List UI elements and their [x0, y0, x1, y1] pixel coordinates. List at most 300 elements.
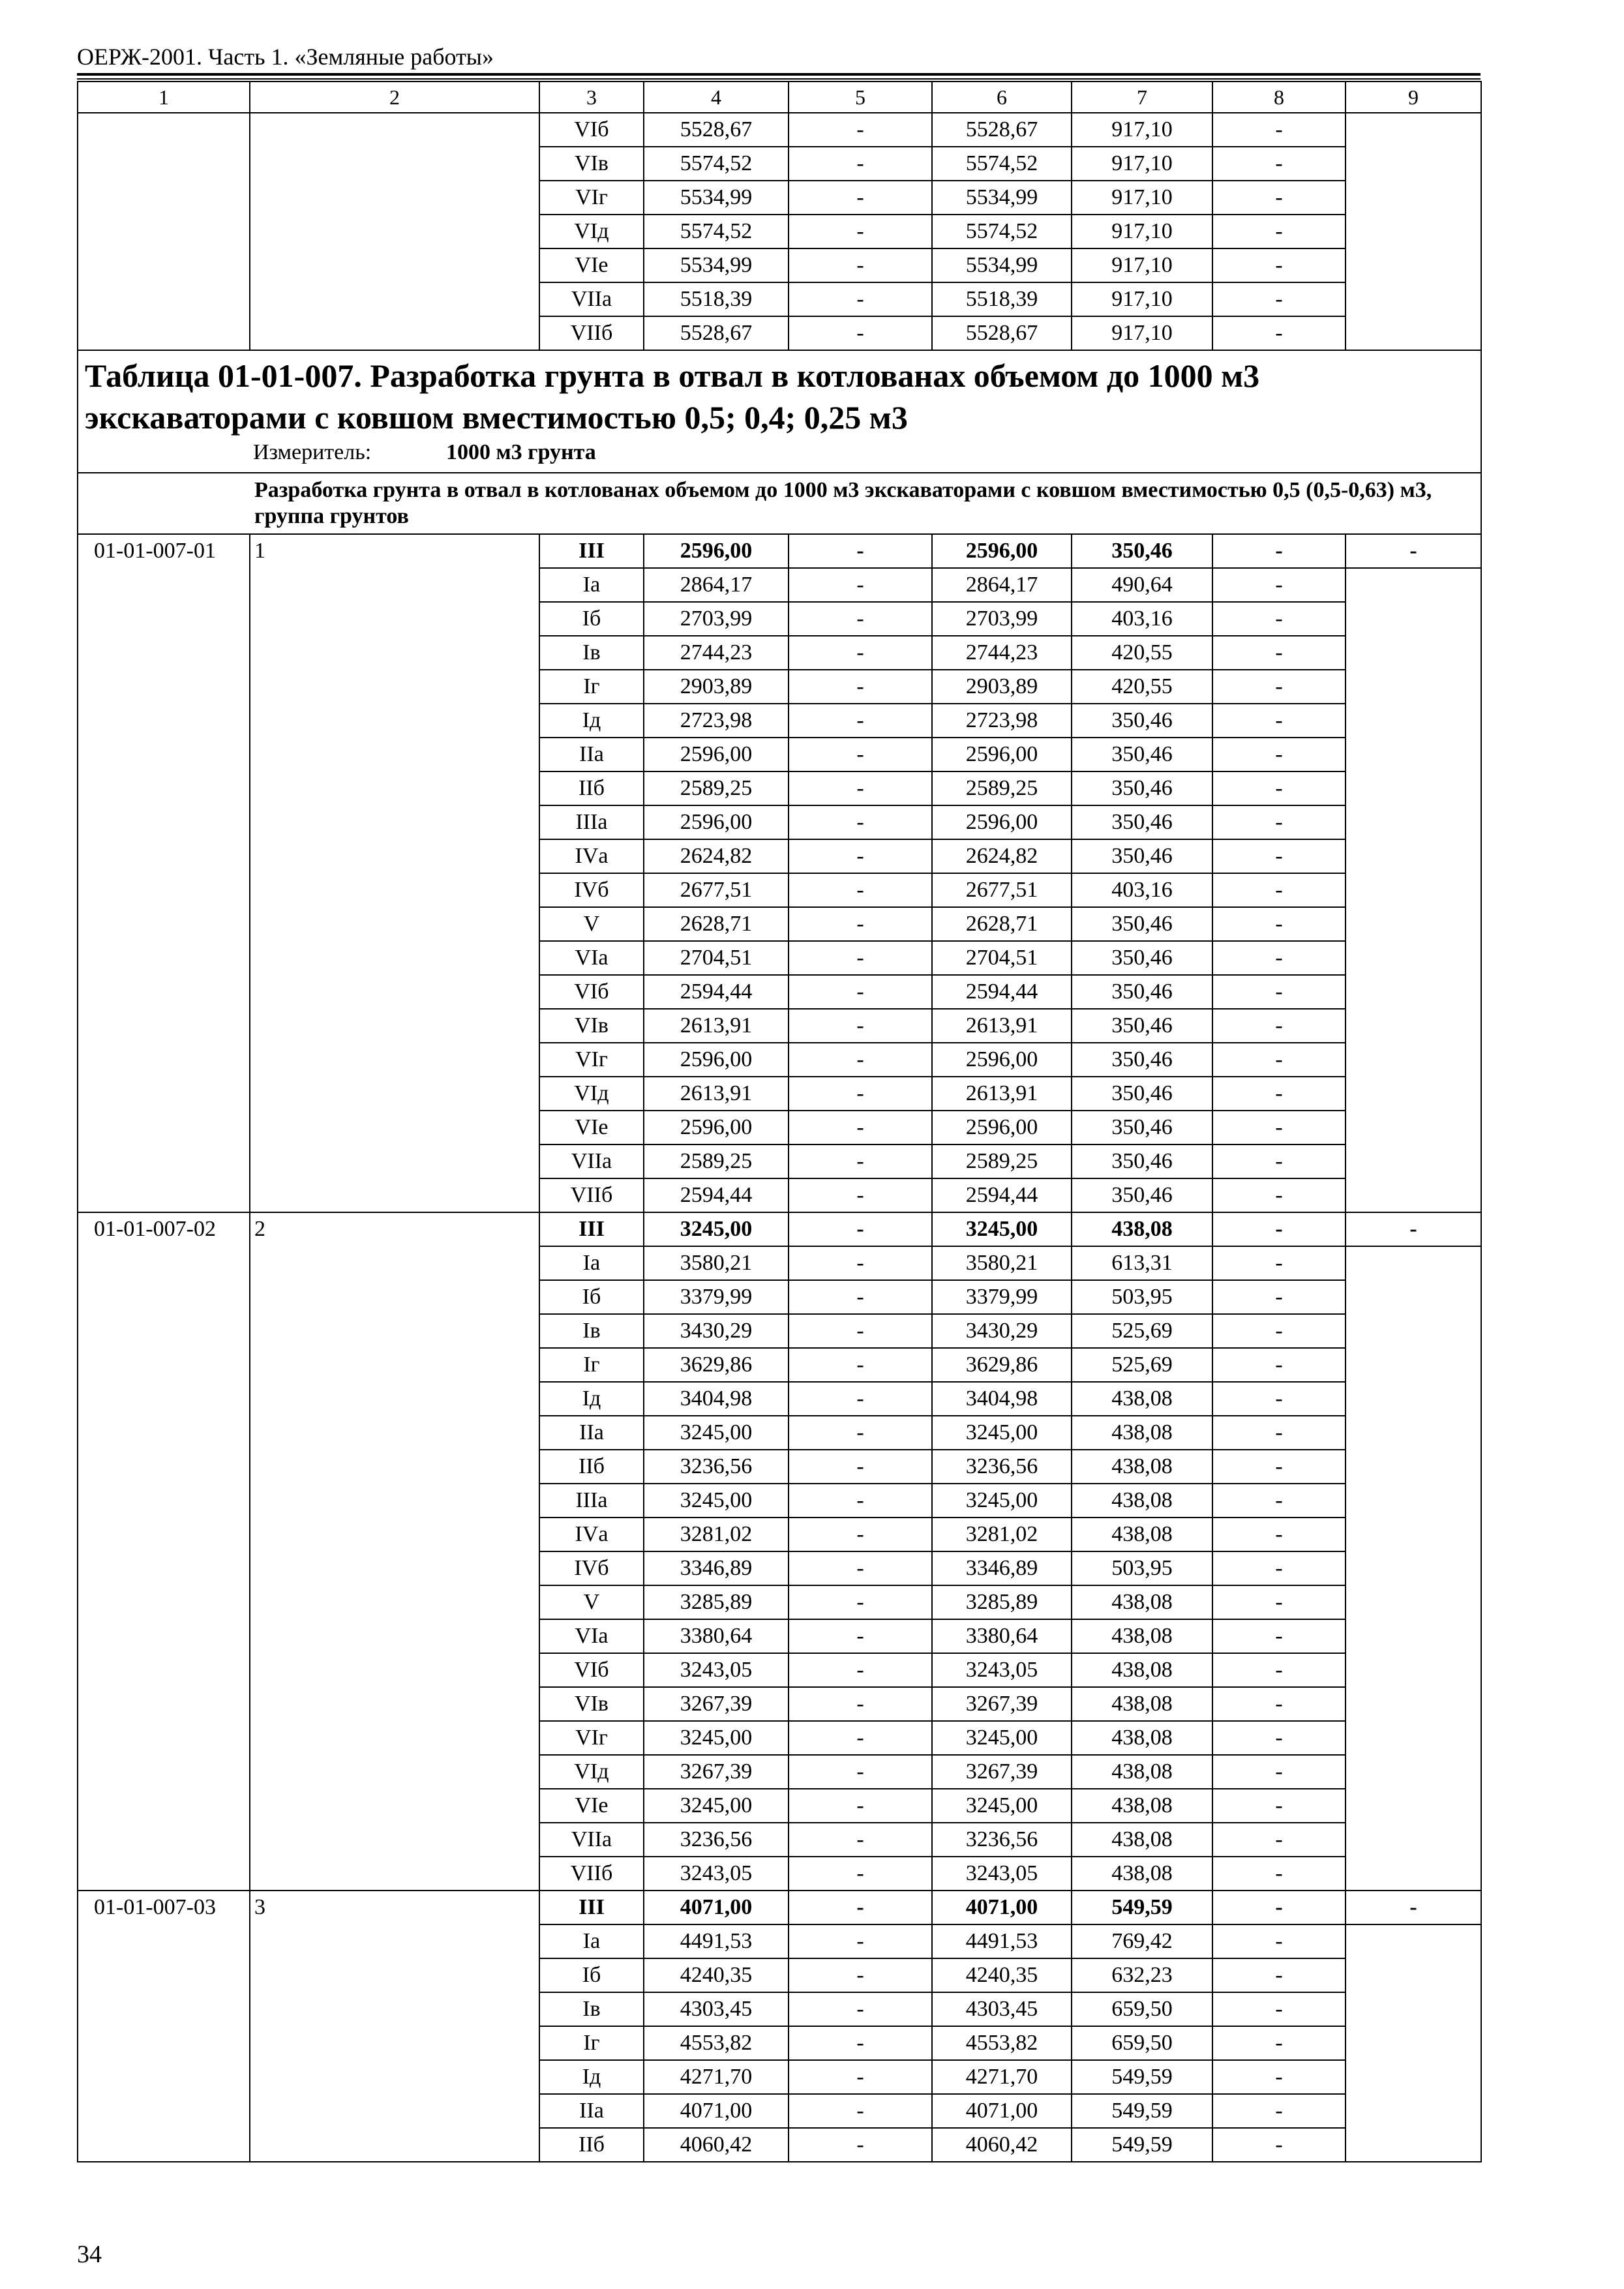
table-row [78, 1348, 1481, 1382]
table-cell: - [1212, 1314, 1346, 1348]
group-name: 3 [250, 1891, 539, 1924]
table-cell: 438,08 [1072, 1857, 1212, 1891]
table-cell: IIIа [539, 1484, 644, 1518]
table-row [78, 1958, 1481, 1992]
table-cell: 3245,00 [644, 1416, 789, 1450]
empty-cell [78, 907, 250, 941]
table-cell: - [1212, 534, 1346, 568]
table-row [78, 2026, 1481, 2060]
table-cell: - [1212, 1687, 1346, 1721]
table-cell: Iа [539, 568, 644, 602]
table-cell: 438,08 [1072, 1653, 1212, 1687]
table-cell: 3236,56 [932, 1450, 1072, 1484]
table-cell: - [789, 1348, 932, 1382]
empty-cell [1346, 907, 1481, 941]
empty-cell [78, 1280, 250, 1314]
empty-cell [1346, 568, 1481, 602]
table-cell: VIIб [539, 1857, 644, 1891]
table-cell: 438,08 [1072, 1484, 1212, 1518]
empty-cell [78, 636, 250, 670]
table-cell: 350,46 [1072, 941, 1212, 975]
table-cell: - [1346, 1212, 1481, 1246]
table-cell: - [1212, 2128, 1346, 2162]
table-cell: 350,46 [1072, 839, 1212, 873]
table-cell: - [789, 670, 932, 704]
table-cell: 4303,45 [932, 1992, 1072, 2026]
table-cell: 917,10 [1072, 147, 1212, 181]
table-row [78, 1721, 1481, 1755]
table-cell: - [1212, 738, 1346, 771]
table-cell: 2628,71 [932, 907, 1072, 941]
table-cell: 438,08 [1072, 1450, 1212, 1484]
table-cell: - [789, 1857, 932, 1891]
empty-cell [1346, 1144, 1481, 1178]
table-cell: 3267,39 [932, 1687, 1072, 1721]
empty-cell [78, 1043, 250, 1077]
table-cell: - [789, 1144, 932, 1178]
table-cell: 350,46 [1072, 771, 1212, 805]
table-cell: - [1212, 704, 1346, 738]
empty-cell [78, 2094, 250, 2128]
column-number-cell: 8 [1212, 82, 1346, 113]
empty-cell [250, 1009, 539, 1043]
table-cell: 4240,35 [644, 1958, 789, 1992]
empty-cell [78, 941, 250, 975]
table-cell: 5534,99 [932, 248, 1072, 282]
table-row [78, 1551, 1481, 1585]
empty-cell [78, 1484, 250, 1518]
table-cell: 3281,02 [644, 1518, 789, 1551]
empty-cell [1346, 282, 1481, 316]
empty-cell [250, 181, 539, 215]
empty-cell [1346, 181, 1481, 215]
table-cell: - [1212, 568, 1346, 602]
table-cell: 549,59 [1072, 2060, 1212, 2094]
empty-cell [78, 1585, 250, 1619]
table-cell: 3430,29 [644, 1314, 789, 1348]
column-number-cell: 3 [539, 82, 644, 113]
table-cell: - [789, 113, 932, 147]
empty-cell [1346, 1924, 1481, 1958]
empty-cell [250, 248, 539, 282]
table-cell: 2596,00 [932, 534, 1072, 568]
empty-cell [250, 1958, 539, 1992]
table-cell: 3379,99 [644, 1280, 789, 1314]
table-cell: 2704,51 [644, 941, 789, 975]
table-row [78, 1585, 1481, 1619]
rates-table [77, 81, 1482, 2162]
table-cell: 5574,52 [644, 215, 789, 248]
table-cell: - [1212, 2026, 1346, 2060]
table-cell: - [789, 282, 932, 316]
table-cell: 2677,51 [644, 873, 789, 907]
table-cell: 2624,82 [932, 839, 1072, 873]
table-cell: 5574,52 [932, 215, 1072, 248]
table-cell: - [1346, 1891, 1481, 1924]
table-cell: 5574,52 [932, 147, 1072, 181]
table-cell: - [789, 2026, 932, 2060]
table-cell: - [789, 1178, 932, 1212]
table-cell: 3245,00 [644, 1484, 789, 1518]
carryover-row [78, 181, 1481, 215]
empty-cell [78, 602, 250, 636]
table-cell: 438,08 [1072, 1619, 1212, 1653]
empty-cell [250, 1246, 539, 1280]
table-cell: - [1212, 1450, 1346, 1484]
empty-cell [78, 1178, 250, 1212]
column-number-cell: 9 [1346, 82, 1481, 113]
table-cell: - [1212, 113, 1346, 147]
table-cell: VIIа [539, 282, 644, 316]
table-cell: 4303,45 [644, 1992, 789, 2026]
table-cell: 3243,05 [932, 1857, 1072, 1891]
empty-cell [250, 1043, 539, 1077]
table-cell: - [789, 636, 932, 670]
table-cell: 350,46 [1072, 738, 1212, 771]
table-cell: 3404,98 [644, 1382, 789, 1416]
table-cell: IIа [539, 738, 644, 771]
empty-cell [1346, 215, 1481, 248]
empty-cell [250, 1687, 539, 1721]
empty-cell [250, 771, 539, 805]
empty-cell [78, 1416, 250, 1450]
table-cell: 2864,17 [644, 568, 789, 602]
table-cell: 2903,89 [644, 670, 789, 704]
table-cell: 5518,39 [932, 282, 1072, 316]
table-cell: - [789, 839, 932, 873]
empty-cell [1346, 1585, 1481, 1619]
table-cell: - [789, 704, 932, 738]
table-cell: 917,10 [1072, 282, 1212, 316]
empty-cell [1346, 2026, 1481, 2060]
table-cell: 438,08 [1072, 1721, 1212, 1755]
table-cell: - [1212, 1653, 1346, 1687]
table-cell: - [789, 1924, 932, 1958]
table-row [78, 805, 1481, 839]
table-cell: VIг [539, 1043, 644, 1077]
table-cell: 2594,44 [932, 1178, 1072, 1212]
empty-cell [1346, 1619, 1481, 1653]
empty-cell [1346, 941, 1481, 975]
table-row [78, 1857, 1481, 1891]
table-cell: 4060,42 [644, 2128, 789, 2162]
table-cell: Iд [539, 1382, 644, 1416]
empty-cell [78, 1144, 250, 1178]
table-cell: VIб [539, 975, 644, 1009]
table-cell: 2596,00 [644, 1111, 789, 1144]
empty-cell [78, 1518, 250, 1551]
table-cell: - [1212, 1212, 1346, 1246]
empty-cell [250, 636, 539, 670]
table-cell: 4553,82 [644, 2026, 789, 2060]
empty-cell [78, 1077, 250, 1111]
table-cell: 350,46 [1072, 975, 1212, 1009]
empty-cell [250, 1484, 539, 1518]
table-cell: 2589,25 [644, 1144, 789, 1178]
table-row [78, 771, 1481, 805]
table-cell: - [1212, 839, 1346, 873]
table-cell: VIа [539, 1619, 644, 1653]
empty-cell [78, 975, 250, 1009]
rate-code: 01-01-007-03 [78, 1891, 250, 1924]
table-cell: VIб [539, 113, 644, 147]
table-row [78, 975, 1481, 1009]
group-main-row [78, 1891, 1481, 1924]
empty-cell [78, 704, 250, 738]
table-cell: - [789, 248, 932, 282]
table-cell: - [1346, 534, 1481, 568]
header-rule-thin [77, 78, 1481, 80]
table-row [78, 1823, 1481, 1857]
table-cell: - [1212, 1789, 1346, 1823]
empty-cell [78, 839, 250, 873]
table-cell: - [1212, 602, 1346, 636]
empty-cell [78, 113, 250, 147]
table-row [78, 1924, 1481, 1958]
table-cell: 4491,53 [644, 1924, 789, 1958]
table-cell: - [789, 771, 932, 805]
table-cell: 5518,39 [644, 282, 789, 316]
empty-cell [250, 1653, 539, 1687]
empty-cell [1346, 1009, 1481, 1043]
empty-cell [1346, 1823, 1481, 1857]
table-cell: 403,16 [1072, 873, 1212, 907]
table-cell: - [789, 1246, 932, 1280]
table-cell: 4240,35 [932, 1958, 1072, 1992]
table-cell: - [1212, 636, 1346, 670]
empty-cell [1346, 1518, 1481, 1551]
page-header-title: ОЕРЖ-2001. Часть 1. «Земляные работы» [77, 44, 494, 70]
column-number-cell: 7 [1072, 82, 1212, 113]
table-cell: 3430,29 [932, 1314, 1072, 1348]
table-cell: 2594,44 [644, 975, 789, 1009]
empty-cell [1346, 1687, 1481, 1721]
table-cell: 2723,98 [644, 704, 789, 738]
table-cell: III [539, 534, 644, 568]
table-cell: VIIб [539, 316, 644, 350]
empty-cell [78, 1687, 250, 1721]
table-cell: 350,46 [1072, 1009, 1212, 1043]
table-cell: - [1212, 1755, 1346, 1789]
carryover-row [78, 248, 1481, 282]
table-cell: 549,59 [1072, 1891, 1212, 1924]
empty-cell [1346, 1178, 1481, 1212]
table-cell: - [789, 1280, 932, 1314]
empty-cell [1346, 704, 1481, 738]
meter-line [85, 438, 1481, 472]
empty-cell [250, 1755, 539, 1789]
table-cell: 2596,00 [932, 805, 1072, 839]
table-cell: - [789, 181, 932, 215]
table-cell: 5574,52 [644, 147, 789, 181]
table-cell: IVб [539, 873, 644, 907]
table-cell: 2589,25 [932, 771, 1072, 805]
table-cell: 917,10 [1072, 215, 1212, 248]
empty-cell [250, 907, 539, 941]
subheading-row [78, 473, 1481, 534]
group-name: 1 [250, 534, 539, 568]
table-cell: IIб [539, 771, 644, 805]
table-cell: 3267,39 [932, 1755, 1072, 1789]
table-row [78, 1314, 1481, 1348]
table-cell: - [1212, 1585, 1346, 1619]
empty-cell [1346, 1789, 1481, 1823]
table-cell: 769,42 [1072, 1924, 1212, 1958]
table-cell: 4071,00 [644, 1891, 789, 1924]
table-cell: - [789, 1484, 932, 1518]
table-cell: VIIа [539, 1823, 644, 1857]
table-cell: - [789, 805, 932, 839]
table-cell: - [789, 1992, 932, 2026]
table-cell: 2596,00 [644, 738, 789, 771]
table-title-block [78, 350, 1481, 473]
table-cell: 917,10 [1072, 181, 1212, 215]
empty-cell [1346, 1721, 1481, 1755]
empty-cell [250, 1382, 539, 1416]
table-cell: - [1212, 1484, 1346, 1518]
table-cell: VIв [539, 1009, 644, 1043]
table-cell: VIг [539, 181, 644, 215]
empty-cell [250, 2026, 539, 2060]
table-cell: - [1212, 282, 1346, 316]
table-cell: 490,64 [1072, 568, 1212, 602]
table-cell: 2703,99 [932, 602, 1072, 636]
table-cell: 3236,56 [644, 1450, 789, 1484]
empty-cell [250, 1585, 539, 1619]
table-cell: 3346,89 [932, 1551, 1072, 1585]
table-cell: 549,59 [1072, 2094, 1212, 2128]
table-cell: 503,95 [1072, 1551, 1212, 1585]
table-row [78, 670, 1481, 704]
empty-cell [1346, 2060, 1481, 2094]
empty-cell [250, 738, 539, 771]
table-cell: - [1212, 1280, 1346, 1314]
empty-cell [250, 1450, 539, 1484]
table-cell: 2594,44 [932, 975, 1072, 1009]
table-cell: - [1212, 1891, 1346, 1924]
table-cell: - [1212, 1382, 1346, 1416]
empty-cell [250, 602, 539, 636]
table-cell: - [1212, 248, 1346, 282]
empty-cell [1346, 975, 1481, 1009]
empty-cell [78, 568, 250, 602]
table-cell: - [1212, 316, 1346, 350]
empty-cell [78, 1619, 250, 1653]
table-cell: - [789, 1789, 932, 1823]
table-cell: - [1212, 1111, 1346, 1144]
table-cell: Iв [539, 1314, 644, 1348]
group-name: 2 [250, 1212, 539, 1246]
table-cell: 2903,89 [932, 670, 1072, 704]
empty-cell [250, 282, 539, 316]
empty-cell [78, 1111, 250, 1144]
table-cell: 350,46 [1072, 1178, 1212, 1212]
table-cell: Iд [539, 704, 644, 738]
table-row [78, 1246, 1481, 1280]
empty-cell [250, 2128, 539, 2162]
table-cell: - [1212, 147, 1346, 181]
table-row [78, 1450, 1481, 1484]
empty-cell [250, 1314, 539, 1348]
subheading-text: Разработка грунта в отвал в котлованах объемом до 1000 м3 экскаваторами с ковшом вместимостью 0,5 (0,5-0,63) м3, группа грунтов [78, 473, 1481, 534]
table-cell: 917,10 [1072, 316, 1212, 350]
table-cell: IIа [539, 2094, 644, 2128]
table-cell: IVа [539, 839, 644, 873]
table-cell: IIб [539, 1450, 644, 1484]
table-cell: - [789, 1077, 932, 1111]
table-row [78, 1043, 1481, 1077]
table-cell: VIа [539, 941, 644, 975]
table-cell: 5528,67 [932, 113, 1072, 147]
table-cell: - [789, 534, 932, 568]
table-cell: 5528,67 [932, 316, 1072, 350]
table-cell: 632,23 [1072, 1958, 1212, 1992]
table-cell: 2744,23 [644, 636, 789, 670]
table-cell: 3245,00 [932, 1416, 1072, 1450]
table-title: Таблица 01-01-007. Разработка грунта в отвал в котлованах объемом до 1000 м3 экскаваторами с ковшом вместимостью 0,5; 0,4; 0,25 м3 [85, 357, 1260, 436]
table-cell: Iв [539, 636, 644, 670]
table-cell: - [1212, 2060, 1346, 2094]
table-cell: 3243,05 [932, 1653, 1072, 1687]
table-cell: 350,46 [1072, 534, 1212, 568]
table-cell: - [1212, 1958, 1346, 1992]
table-cell: 2628,71 [644, 907, 789, 941]
empty-cell [78, 1348, 250, 1382]
empty-cell [1346, 2094, 1481, 2128]
table-cell: - [789, 873, 932, 907]
empty-cell [1346, 1043, 1481, 1077]
empty-cell [1346, 1484, 1481, 1518]
table-cell: 4271,70 [644, 2060, 789, 2094]
table-cell: - [789, 1450, 932, 1484]
table-cell: 659,50 [1072, 2026, 1212, 2060]
table-cell: - [789, 1551, 932, 1585]
table-cell: 350,46 [1072, 805, 1212, 839]
table-row [78, 1484, 1481, 1518]
table-cell: 350,46 [1072, 1144, 1212, 1178]
table-cell: - [1212, 1043, 1346, 1077]
table-row [78, 1619, 1481, 1653]
table-cell: IIа [539, 1416, 644, 1450]
table-row [78, 1416, 1481, 1450]
table-cell: - [789, 1518, 932, 1551]
table-cell: 438,08 [1072, 1518, 1212, 1551]
table-cell: - [1212, 1924, 1346, 1958]
table-cell: IIб [539, 2128, 644, 2162]
empty-cell [250, 1619, 539, 1653]
table-row [78, 1111, 1481, 1144]
empty-cell [1346, 1450, 1481, 1484]
empty-cell [1346, 316, 1481, 350]
table-cell: VIв [539, 1687, 644, 1721]
empty-cell [78, 1009, 250, 1043]
empty-cell [1346, 1246, 1481, 1280]
carryover-row [78, 282, 1481, 316]
table-cell: 4060,42 [932, 2128, 1072, 2162]
table-cell: - [1212, 1823, 1346, 1857]
table-cell: 4071,00 [932, 1891, 1072, 1924]
page-number: 34 [77, 2241, 102, 2268]
table-cell: 3629,86 [644, 1348, 789, 1382]
empty-cell [78, 1314, 250, 1348]
empty-cell [78, 1823, 250, 1857]
table-cell: - [789, 1653, 932, 1687]
empty-cell [250, 1823, 539, 1857]
empty-cell [78, 215, 250, 248]
table-row [78, 1992, 1481, 2026]
table-cell: 2596,00 [932, 738, 1072, 771]
empty-cell [78, 1382, 250, 1416]
